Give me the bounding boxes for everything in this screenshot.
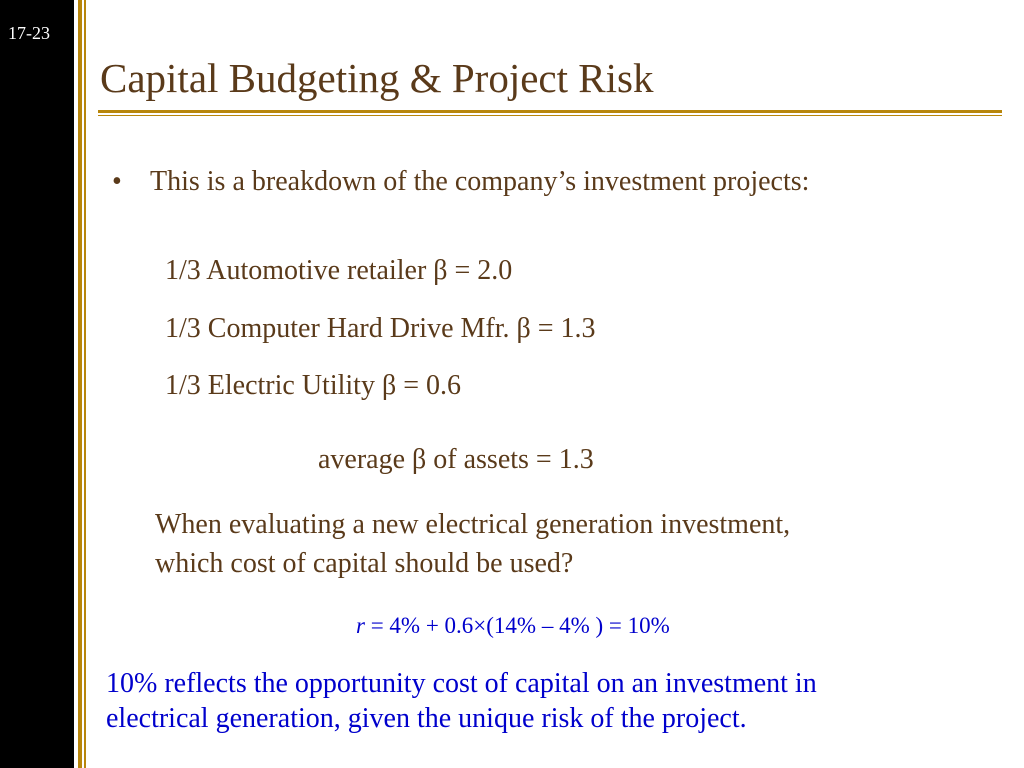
slide-sidebar [0, 0, 74, 768]
project-automotive: 1/3 Automotive retailer β = 2.0 [165, 255, 513, 286]
average-beta: average β of assets = 1.3 [318, 444, 594, 475]
bullet-text: This is a breakdown of the company’s investment projects: [150, 166, 810, 197]
question-line-2: which cost of capital should be used? [155, 548, 574, 579]
conclusion-line-1: 10% reflects the opportunity cost of capital on an investment in [106, 668, 817, 699]
slide-number: 17-23 [8, 23, 50, 43]
cost-of-capital-formula [356, 612, 670, 640]
conclusion-text [106, 666, 1006, 736]
question-text [155, 505, 955, 583]
title-rule-thin [98, 115, 1002, 116]
project-electric-utility: 1/3 Electric Utility β = 0.6 [165, 370, 461, 401]
question-line-1: When evaluating a new electrical generation investment, [155, 509, 791, 540]
formula-expression: = 4% + 0.6×(14% – 4% ) = 10% [364, 613, 670, 638]
slide-title: Capital Budgeting & Project Risk [100, 55, 654, 101]
conclusion-line-2: electrical generation, given the unique risk of the project. [106, 703, 747, 734]
bullet-item [112, 164, 809, 200]
title-rule-thick [98, 110, 1002, 113]
sidebar-rule-thick [78, 0, 82, 768]
formula-variable: r [356, 613, 365, 638]
sidebar-rule-thin [84, 0, 86, 768]
project-hard-drive: 1/3 Computer Hard Drive Mfr. β = 1.3 [165, 313, 596, 344]
bullet-icon: • [112, 166, 122, 197]
